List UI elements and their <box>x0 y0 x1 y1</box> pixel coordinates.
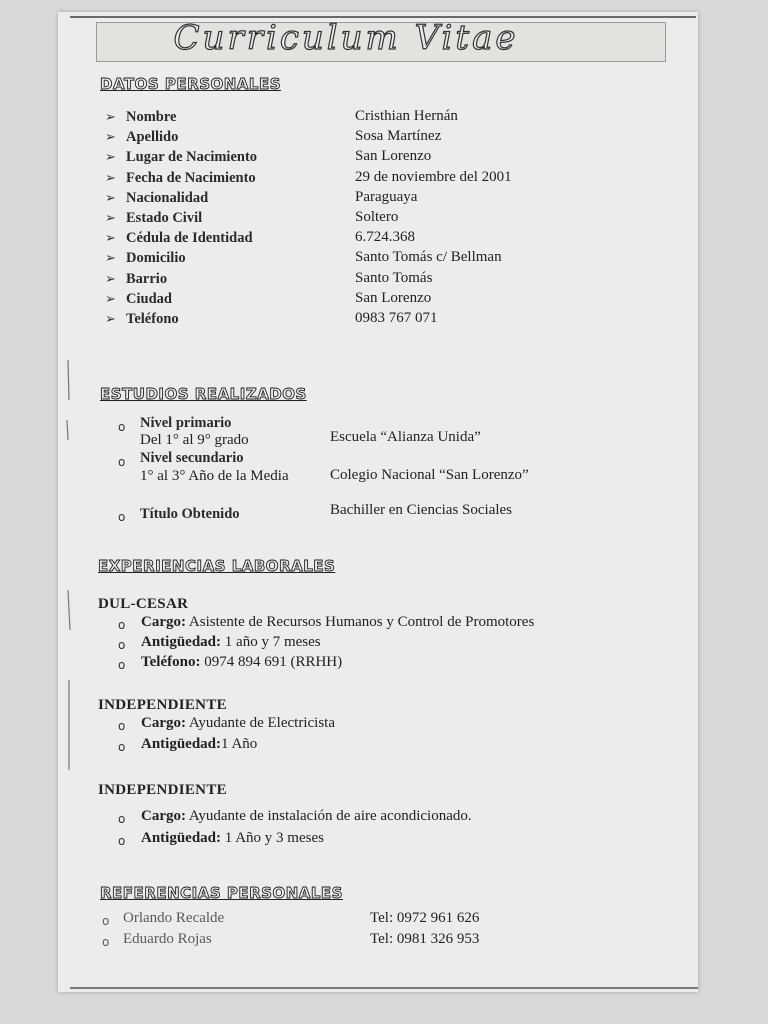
degree-value: Bachiller en Ciencias Sociales <box>330 502 513 518</box>
job-detail-label: Cargo: <box>141 614 186 630</box>
bullet-icon: o <box>118 455 126 469</box>
section-studies-heading: ESTUDIOS REALIZADOS <box>100 385 307 403</box>
personal-field-label: Cédula de Identidad <box>126 230 253 247</box>
bullet-icon: o <box>102 935 110 949</box>
job-detail-label: Cargo: <box>141 808 186 824</box>
arrow-bullet-icon: ➢ <box>105 170 116 186</box>
personal-field-value: 6.724.368 <box>355 229 415 246</box>
company-name: INDEPENDIENTE <box>98 697 227 713</box>
job-detail-value: 0974 894 691 (RRHH) <box>200 654 343 670</box>
personal-field-value: San Lorenzo <box>355 148 432 165</box>
section-personal-heading: DATOS PERSONALES <box>100 75 282 93</box>
bullet-icon: o <box>118 834 126 848</box>
job-detail-value: 1 Año <box>221 736 258 752</box>
bullet-icon: o <box>118 719 126 733</box>
personal-field-value: Cristhian Hernán <box>355 108 458 124</box>
bullet-icon: o <box>118 740 126 754</box>
page-title: Curriculum Vitae <box>173 18 519 58</box>
reference-phone: Tel: 0972 961 626 <box>370 910 480 926</box>
personal-field-value: Sosa Martínez <box>355 128 442 145</box>
reference-name: Eduardo Rojas <box>123 931 212 947</box>
arrow-bullet-icon: ➢ <box>105 312 116 327</box>
personal-field-value: 29 de noviembre del 2001 <box>355 168 512 185</box>
degree-label: Título Obtenido <box>140 506 240 522</box>
personal-field-value: Paraguaya <box>355 188 418 205</box>
job-detail-label: Antigüedad: <box>141 736 222 752</box>
arrow-bullet-icon: ➢ <box>105 251 116 267</box>
arrow-bullet-icon: ➢ <box>105 130 116 146</box>
job-detail-value: Ayudante de instalación de aire acondicionado. <box>186 808 472 824</box>
job-detail <box>141 830 324 847</box>
section-experience-heading: EXPERIENCIAS LABORALES <box>98 557 336 575</box>
arrow-bullet-icon: ➢ <box>105 291 116 307</box>
personal-field-value: Santo Tomás c/ Bellman <box>355 249 502 266</box>
secondary-level-label: Nivel secundario <box>140 450 244 466</box>
arrow-bullet-icon: ➢ <box>105 231 116 247</box>
personal-field-label: Nacionalidad <box>126 189 209 206</box>
personal-field-label: Domicilio <box>126 250 186 267</box>
personal-field-label: Estado Civil <box>126 210 203 226</box>
reference-phone: Tel: 0981 326 953 <box>370 931 480 947</box>
personal-field-label: Ciudad <box>126 290 172 307</box>
personal-field-label: Nombre <box>126 109 177 125</box>
section-references-heading: REFERENCIAS PERSONALES <box>100 884 343 902</box>
personal-field-value: Soltero <box>355 209 399 225</box>
personal-field-label: Lugar de Nacimiento <box>126 149 258 166</box>
job-detail-value: 1 Año y 3 meses <box>221 830 324 846</box>
personal-field-label: Fecha de Nacimiento <box>126 169 256 186</box>
company-name: INDEPENDIENTE <box>98 782 227 798</box>
job-detail <box>141 808 472 825</box>
job-detail <box>141 654 342 671</box>
personal-field-value: Santo Tomás <box>355 269 433 286</box>
bullet-icon: o <box>118 420 126 434</box>
primary-level-detail: Del 1° al 9° grado <box>140 432 249 448</box>
secondary-level-detail: 1° al 3° Año de la Media <box>140 468 289 484</box>
arrow-bullet-icon: ➢ <box>105 110 116 125</box>
primary-school: Escuela “Alianza Unida” <box>330 429 481 445</box>
personal-field-label: Teléfono <box>126 311 179 327</box>
bullet-icon: o <box>118 618 126 632</box>
job-detail-label: Teléfono: <box>141 654 201 670</box>
secondary-school: Colegio Nacional “San Lorenzo” <box>330 467 529 483</box>
bullet-icon: o <box>118 638 126 652</box>
job-detail-label: Antigüedad: <box>141 634 222 650</box>
personal-field-value: San Lorenzo <box>355 289 432 306</box>
job-detail-label: Cargo: <box>141 715 186 731</box>
arrow-bullet-icon: ➢ <box>105 211 116 226</box>
reference-name: Orlando Recalde <box>123 910 225 926</box>
job-detail-label: Antigüedad: <box>141 830 222 846</box>
personal-field-label: Barrio <box>126 270 168 287</box>
arrow-bullet-icon: ➢ <box>105 150 116 166</box>
job-detail <box>141 614 534 631</box>
job-detail <box>141 736 257 753</box>
bottom-rule <box>70 987 698 989</box>
company-name: DUL-CESAR <box>98 596 189 612</box>
bullet-icon: o <box>102 914 110 928</box>
binding-marks <box>66 360 69 780</box>
job-detail <box>141 634 321 651</box>
bullet-icon: o <box>118 658 126 672</box>
personal-field-label: Apellido <box>126 129 179 146</box>
job-detail-value: 1 año y 7 meses <box>221 634 321 650</box>
bullet-icon: o <box>118 812 126 826</box>
job-detail-value: Asistente de Recursos Humanos y Control de Promotores <box>186 614 535 630</box>
bullet-icon: o <box>118 510 126 524</box>
arrow-bullet-icon: ➢ <box>105 190 116 206</box>
primary-level-label: Nivel primario <box>140 415 232 431</box>
job-detail <box>141 715 335 732</box>
personal-field-value: 0983 767 071 <box>355 310 438 326</box>
arrow-bullet-icon: ➢ <box>105 271 116 287</box>
job-detail-value: Ayudante de Electricista <box>186 715 335 731</box>
